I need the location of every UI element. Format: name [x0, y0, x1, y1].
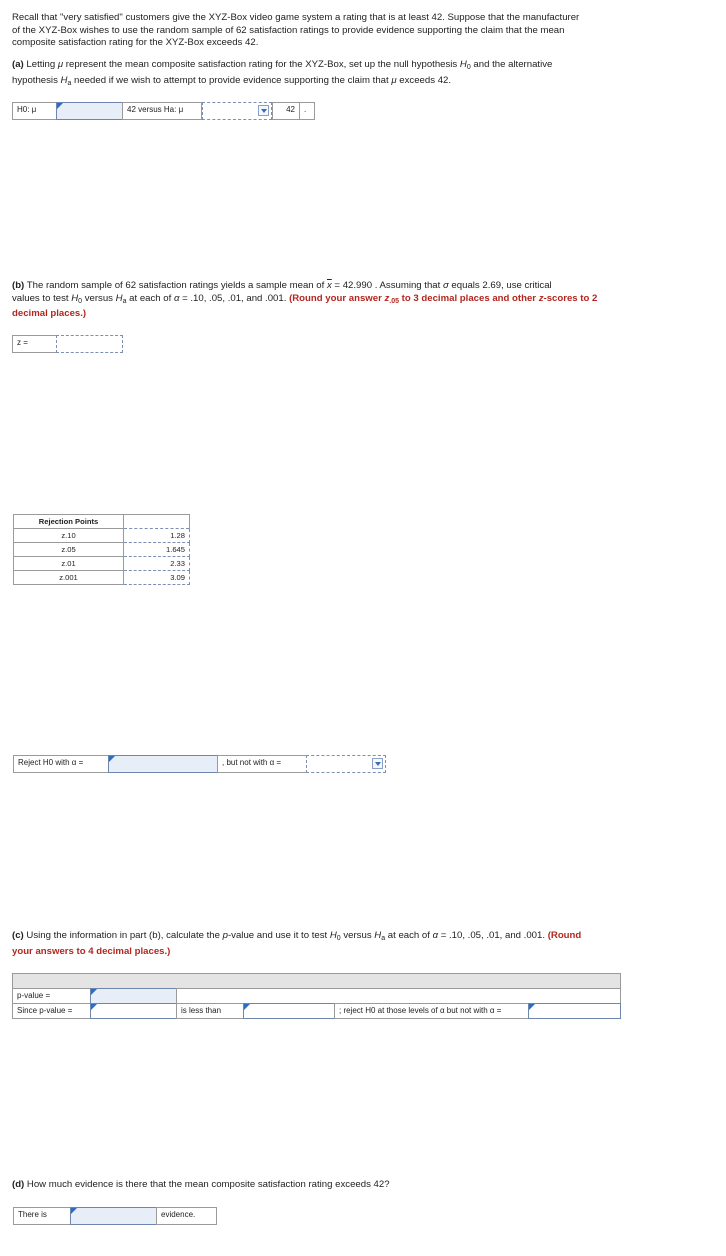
- not-alpha-input[interactable]: [528, 1003, 621, 1019]
- table-row: z.001 3.09: [14, 571, 190, 585]
- ha-period: .: [299, 102, 315, 120]
- reject-label: Reject H0 with α =: [13, 755, 109, 773]
- reject-alpha-input[interactable]: [108, 755, 218, 773]
- p-value-label: p-value =: [12, 988, 91, 1004]
- part-d-question: (d) How much evidence is there that the mean composite satisfaction rating exceeds 42?: [12, 1179, 390, 1190]
- rejection-value-input[interactable]: 1.28: [124, 529, 190, 543]
- z-input[interactable]: [56, 335, 123, 353]
- but-not-label: , but not with α =: [217, 755, 307, 773]
- ha-value: 42: [272, 102, 300, 120]
- rejection-value-input[interactable]: 2.33: [124, 557, 190, 571]
- since-p-value-label: Since p-value =: [12, 1003, 91, 1019]
- there-is-label: There is: [13, 1207, 71, 1225]
- chevron-down-icon[interactable]: [258, 105, 269, 116]
- table-header: Rejection Points: [14, 515, 124, 529]
- rejection-value-input[interactable]: 1.645: [124, 543, 190, 557]
- h0-label: H0: μ: [12, 102, 57, 120]
- part-b-question: (b) The random sample of 62 satisfaction ratings yields a sample mean of $\overline{x} = 42.990$ . Assuming that σ equals 2.69, use critical values to test $H_0$ versus $H_a$ at each of α = .10, .05, .01, and .001. (Round your answer $z_{.05}$ to 3 decimal places and other z-scores to 2 decimal places.): [12, 280, 598, 319]
- but-not-alpha-select[interactable]: [306, 755, 386, 773]
- rejection-value-input[interactable]: 3.09: [124, 571, 190, 585]
- part-a-label: (a): [12, 59, 24, 70]
- intro-line-1: Recall that "very satisfied" customers give the XYZ-Box video game system a rating that is at least 42. Suppose that the manufacturer: [12, 12, 580, 23]
- less-than-input[interactable]: [243, 1003, 335, 1019]
- p-value-input[interactable]: [90, 988, 177, 1004]
- since-p-value-input[interactable]: [90, 1003, 177, 1019]
- intro-text: [12, 12, 652, 50]
- intro-line-3: composite satisfaction rating for the XYZ-Box exceeds 42.: [12, 37, 259, 48]
- table-row: z.05 1.645: [14, 543, 190, 557]
- z-label: z =: [12, 335, 57, 353]
- evidence-level-select[interactable]: [70, 1207, 157, 1225]
- part-a-question: (a) Letting μ represent the mean composite satisfaction rating for the XYZ-Box, set up the null hypothesis $H_0$ and the alternative hypothesis $H_a$ needed if we wish to attempt to provide evidence supporting the claim that μ exceeds 42.: [12, 59, 553, 87]
- table-row: z.01 2.33: [14, 557, 190, 571]
- part-c-question: (c) Using the information in part (b), calculate the p-value and use it to test $H_0$ versus $H_a$ at each of α = .10, .05, .01, and .001. (Round your answers to 4 decimal places.): [12, 930, 582, 957]
- p-value-table-header: [12, 973, 621, 989]
- ha-operator-select[interactable]: [202, 102, 272, 120]
- chevron-down-icon[interactable]: [372, 758, 383, 769]
- intro-line-2: of the XYZ-Box wishes to use the random sample of 62 satisfaction ratings to provide evidence supporting the claim that the mean: [12, 24, 565, 36]
- h0-operator-select[interactable]: [56, 102, 123, 120]
- reject-levels-label: ; reject H0 at those levels of α but not with α =: [334, 1003, 529, 1019]
- rejection-points-table: [13, 514, 190, 585]
- evidence-label: evidence.: [156, 1207, 217, 1225]
- less-than-label: is less than: [176, 1003, 244, 1019]
- table-row: z.10 1.28: [14, 529, 190, 543]
- ha-label: 42 versus Ha: μ: [122, 102, 202, 120]
